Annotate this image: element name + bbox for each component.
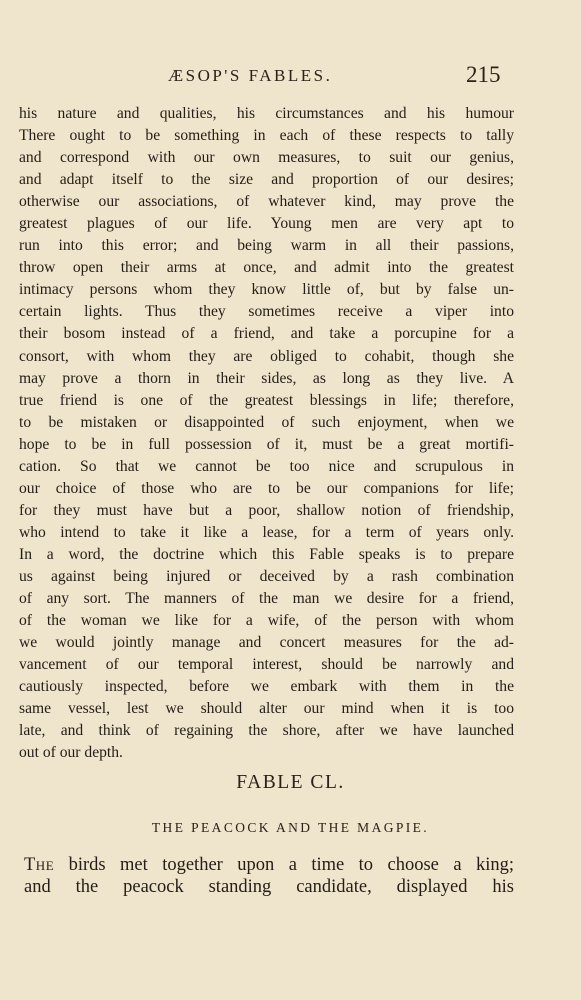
text-line: greatest plagues of our life. Young men are very apt to bbox=[19, 215, 514, 233]
body-text bbox=[19, 103, 514, 764]
running-title: ÆSOP'S FABLES. bbox=[168, 66, 333, 85]
fable-subtitle: THE PEACOCK AND THE MAGPIE. bbox=[151, 820, 430, 835]
text-line: of any sort. The manners of the man we desire for a friend, bbox=[19, 590, 514, 608]
text-line: hope to be in full possession of it, must be a great mortifi- bbox=[19, 435, 514, 453]
text-line: for they must have but a poor, shallow notion of friendship, bbox=[19, 501, 514, 519]
text-line: otherwise our associations, of whatever kind, may prove the bbox=[19, 193, 514, 211]
text-line: In a word, the doctrine which this Fable speaks is to prepare bbox=[19, 545, 514, 563]
text-line: we would jointly manage and concert measures for the ad- bbox=[19, 634, 514, 652]
text-line: certain lights. Thus they sometimes receive a viper into bbox=[19, 303, 514, 321]
text-line: cation. So that we cannot be too nice and scrupulous in bbox=[19, 457, 514, 475]
fable-line-2: and the peacock standing candidate, displayed his bbox=[24, 877, 514, 897]
text-line: consort, with whom they are obliged to cohabit, though she bbox=[19, 347, 514, 365]
fable-line-1-rest: birds met together upon a time to choose a king; bbox=[54, 855, 514, 875]
text-line: their bosom instead of a friend, and take a porcupine for a bbox=[19, 325, 514, 343]
page-number: 215 bbox=[466, 62, 501, 87]
text-line: run into this error; and being warm in all their passions, bbox=[19, 237, 514, 255]
text-line: and correspond with our own measures, to suit our genius, bbox=[19, 149, 514, 167]
text-line-last: out of our depth. bbox=[19, 744, 123, 762]
running-head bbox=[0, 62, 581, 92]
text-line: may prove a thorn in their sides, as long as they live. A bbox=[19, 369, 514, 387]
text-line: intimacy persons whom they know little of, but by false un- bbox=[19, 281, 514, 299]
text-line: vancement of our temporal interest, should be narrowly and bbox=[19, 656, 514, 674]
text-line: to be mistaken or disappointed of such enjoyment, when we bbox=[19, 413, 514, 431]
text-line: same vessel, lest we should alter our mind when it is too bbox=[19, 700, 514, 718]
text-line: throw open their arms at once, and admit into the greatest bbox=[19, 259, 514, 277]
fable-text bbox=[24, 854, 514, 898]
text-line: of the woman we like for a wife, of the person with whom bbox=[19, 612, 514, 630]
text-line: cautiously inspected, before we embark with them in the bbox=[19, 678, 514, 696]
text-line: and adapt itself to the size and proportion of our desires; bbox=[19, 171, 514, 189]
text-line: There ought to be something in each of these respects to tally bbox=[19, 127, 514, 145]
text-line: his nature and qualities, his circumstances and his humour bbox=[19, 105, 514, 122]
fable-first-word: The bbox=[24, 855, 55, 875]
text-line: us against being injured or deceived by a rash combination bbox=[19, 567, 514, 585]
fable-heading: FABLE CL. bbox=[236, 772, 345, 793]
text-line: who intend to take it like a lease, for a term of years only. bbox=[19, 523, 514, 541]
text-line: our choice of those who are to be our companions for life; bbox=[19, 479, 514, 497]
text-line: true friend is one of the greatest blessings in life; therefore, bbox=[19, 391, 514, 409]
text-line: late, and think of regaining the shore, after we have launched bbox=[19, 722, 514, 740]
fable-line-1 bbox=[24, 854, 514, 876]
